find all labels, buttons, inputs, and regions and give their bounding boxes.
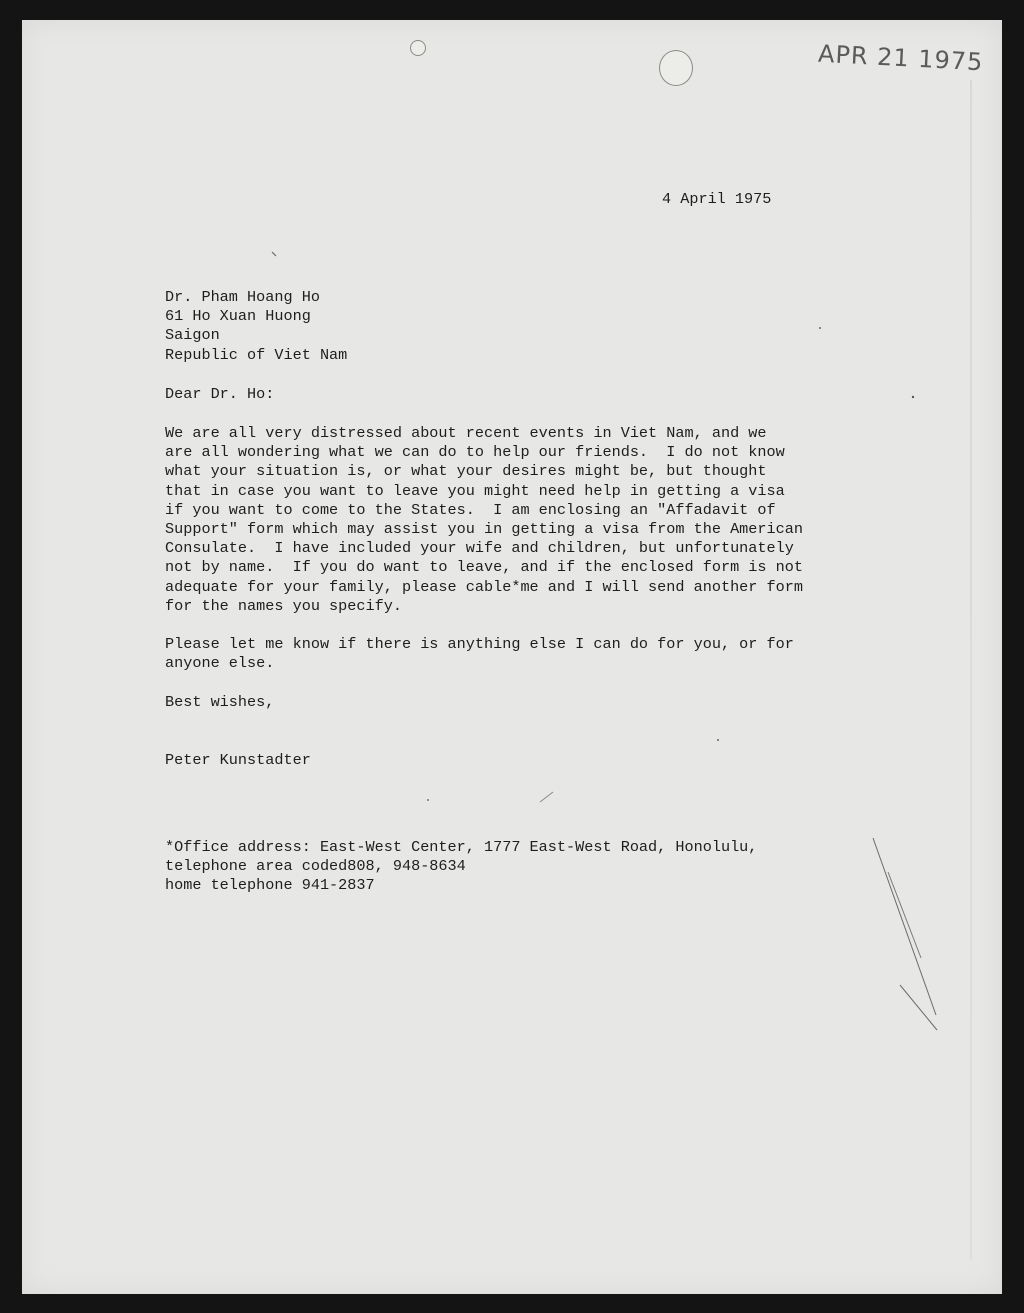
received-date-stamp: APR 21 1975 <box>817 39 985 77</box>
page-fold-line <box>970 80 972 1260</box>
punch-hole-right <box>659 50 693 86</box>
body-paragraph-1: We are all very distressed about recent events in Viet Nam, and we are all wondering what we can do to help our friends. I do not know what your situation is, or what your desires might be, but thought that in case you want to leave you might need help in getting a visa if you want to come to the States. I am enclosing an "Affadavit of Support" form which may assist you in getting a visa from the American Consulate. I have included your wife and children, but unfortunately not by name. If you do want to leave, and if the enclosed form is not adequate for your family, please cable*me and I will send another form for the names you specify. <box>165 424 803 615</box>
punch-hole-left <box>410 40 426 56</box>
closing: Best wishes, <box>165 693 275 711</box>
signature-name: Peter Kunstadter <box>165 751 311 769</box>
recipient-name: Dr. Pham Hoang Ho <box>165 288 320 306</box>
body-paragraph-2: Please let me know if there is anything else I can do for you, or for anyone else. <box>165 635 794 673</box>
recipient-country: Republic of Viet Nam <box>165 345 348 364</box>
recipient-city: Saigon <box>165 326 220 345</box>
salutation: Dear Dr. Ho: <box>165 385 275 403</box>
recipient-address <box>165 288 347 365</box>
letter-date: 4 April 1975 <box>662 190 772 208</box>
office-address-footnote: *Office address: East-West Center, 1777 East-West Road, Honolulu, telephone area coded808, 948-8634 home telephone 941-2837 <box>165 838 758 895</box>
recipient-street: 61 Ho Xuan Huong <box>165 307 311 326</box>
